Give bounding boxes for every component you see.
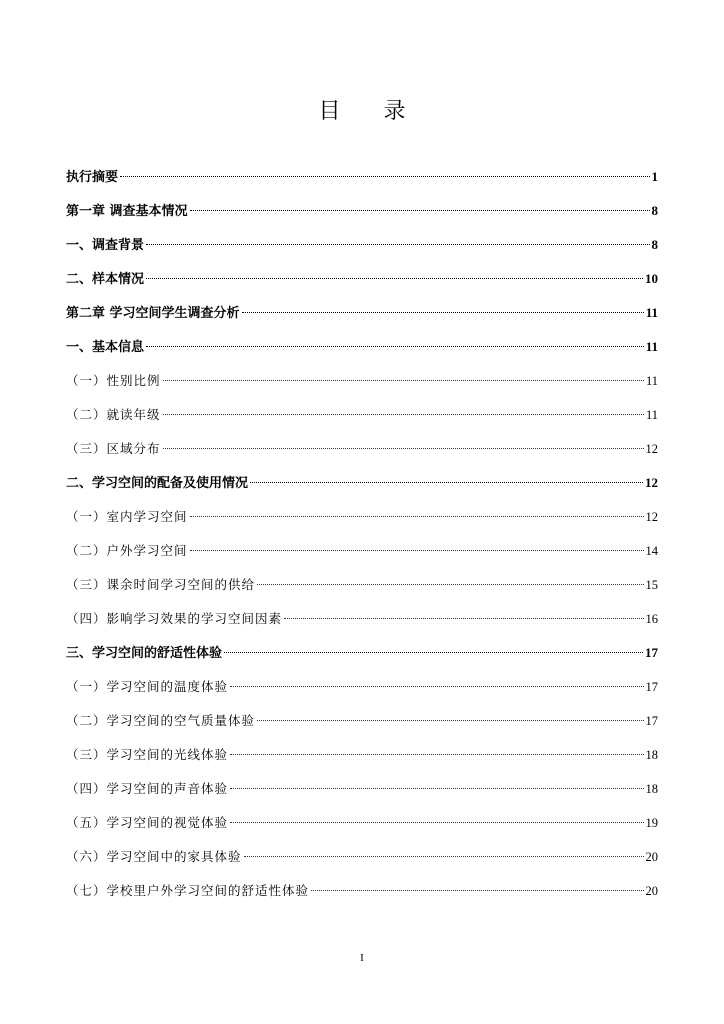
toc-entry-title: （一）学习空间的温度体验	[66, 679, 229, 694]
toc-entry-title: （三）学习空间的光线体验	[66, 747, 229, 762]
toc-entry[interactable]	[66, 466, 658, 500]
toc-entry-title: （四）影响学习效果的学习空间因素	[66, 611, 283, 626]
toc-entry-page: 8	[651, 237, 658, 252]
toc-entry-title: 一、基本信息	[66, 340, 145, 355]
toc-leader-dots	[230, 788, 643, 789]
toc-entry-title: （二）就读年级	[66, 407, 161, 422]
toc-entry[interactable]	[66, 670, 658, 704]
toc-leader-dots	[230, 822, 643, 823]
toc-entry-page: 18	[645, 748, 658, 762]
toc-entry-title: 三、学习空间的舒适性体验	[66, 646, 223, 661]
page-number: I	[360, 952, 364, 964]
toc-entry-title: 一、调查背景	[66, 238, 145, 253]
toc-list	[66, 160, 658, 908]
toc-leader-dots	[242, 312, 644, 313]
toc-entry[interactable]	[66, 568, 658, 602]
toc-leader-dots	[190, 516, 644, 517]
toc-entry[interactable]	[66, 296, 658, 330]
toc-entry[interactable]	[66, 432, 658, 466]
toc-leader-dots	[163, 380, 644, 381]
toc-leader-dots	[284, 618, 643, 619]
toc-entry-title: （一）室内学习空间	[66, 509, 188, 524]
toc-entry-title: 第二章 学习空间学生调查分析	[66, 306, 240, 321]
toc-entry-page: 8	[651, 203, 658, 218]
toc-entry[interactable]	[66, 840, 658, 874]
toc-entry-title: （七）学校里户外学习空间的舒适性体验	[66, 883, 310, 898]
toc-entry[interactable]	[66, 364, 658, 398]
toc-entry-title: 二、样本情况	[66, 272, 145, 287]
toc-entry-page: 12	[645, 475, 658, 490]
toc-entry-title: （六）学习空间中的家具体验	[66, 849, 242, 864]
toc-leader-dots	[163, 414, 644, 415]
toc-entry-page: 11	[645, 374, 658, 388]
toc-entry-title: 第一章 调查基本情况	[66, 204, 188, 219]
toc-leader-dots	[224, 652, 643, 653]
toc-entry-page: 20	[645, 884, 658, 898]
toc-entry-page: 12	[645, 510, 658, 524]
toc-leader-dots	[311, 890, 643, 891]
toc-leader-dots	[244, 856, 644, 857]
toc-entry[interactable]	[66, 500, 658, 534]
toc-entry-title: 二、学习空间的配备及使用情况	[66, 476, 249, 491]
toc-leader-dots	[146, 278, 643, 279]
toc-leader-dots	[146, 244, 649, 245]
toc-entry[interactable]	[66, 534, 658, 568]
toc-leader-dots	[190, 210, 650, 211]
toc-entry-page: 15	[645, 578, 658, 592]
toc-entry[interactable]	[66, 262, 658, 296]
toc-leader-dots	[250, 482, 643, 483]
toc-entry[interactable]	[66, 160, 658, 194]
toc-entry[interactable]	[66, 874, 658, 908]
toc-entry-page: 20	[645, 850, 658, 864]
toc-title: 目 录	[318, 99, 424, 124]
toc-entry-page: 17	[645, 680, 658, 694]
toc-entry[interactable]	[66, 194, 658, 228]
toc-entry-title: （三）区域分布	[66, 441, 161, 456]
toc-leader-dots	[146, 346, 644, 347]
toc-entry[interactable]	[66, 806, 658, 840]
toc-leader-dots	[190, 550, 644, 551]
toc-entry[interactable]	[66, 602, 658, 636]
toc-entry-page: 1	[651, 169, 658, 184]
toc-leader-dots	[120, 176, 649, 177]
toc-entry-title: （五）学习空间的视觉体验	[66, 815, 229, 830]
toc-entry[interactable]	[66, 738, 658, 772]
toc-entry[interactable]	[66, 398, 658, 432]
toc-leader-dots	[257, 584, 643, 585]
toc-entry[interactable]	[66, 636, 658, 670]
toc-entry[interactable]	[66, 228, 658, 262]
toc-entry-title: （二）学习空间的空气质量体验	[66, 713, 256, 728]
toc-entry-page: 11	[645, 339, 658, 354]
toc-leader-dots	[230, 686, 643, 687]
toc-entry[interactable]	[66, 704, 658, 738]
toc-entry-page: 12	[645, 442, 658, 456]
toc-entry[interactable]	[66, 772, 658, 806]
toc-entry-page: 17	[645, 645, 658, 660]
toc-entry-page: 16	[645, 612, 658, 626]
toc-entry-title: （三）课余时间学习空间的供给	[66, 577, 256, 592]
toc-entry-page: 10	[645, 271, 658, 286]
toc-leader-dots	[163, 448, 644, 449]
toc-entry-page: 18	[645, 782, 658, 796]
toc-leader-dots	[257, 720, 643, 721]
toc-leader-dots	[230, 754, 643, 755]
toc-entry-title: （二）户外学习空间	[66, 543, 188, 558]
toc-entry-page: 11	[645, 408, 658, 422]
toc-entry-title: （一）性别比例	[66, 373, 161, 388]
toc-entry-page: 11	[645, 305, 658, 320]
toc-entry-page: 17	[645, 714, 658, 728]
toc-entry-title: （四）学习空间的声音体验	[66, 781, 229, 796]
toc-entry[interactable]	[66, 330, 658, 364]
toc-entry-title: 执行摘要	[66, 170, 119, 185]
toc-entry-page: 14	[645, 544, 658, 558]
toc-entry-page: 19	[645, 816, 658, 830]
